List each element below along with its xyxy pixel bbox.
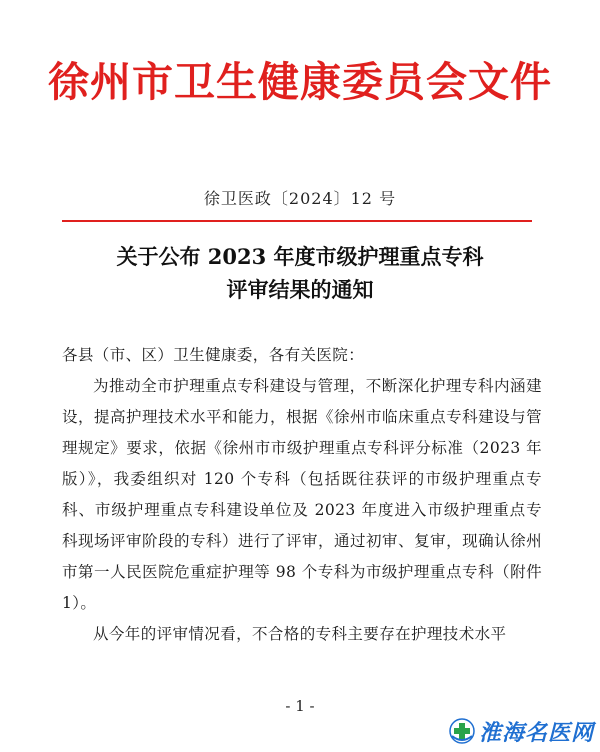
- body-paragraph-1: 为推动全市护理重点专科建设与管理，不断深化护理专科内涵建设，提高护理技术水平和能力，根据《徐州市临床重点专科建设与管理规定》要求，依据《徐州市市级护理重点专科评分标准（2023 年版）》，我委组织对 120 个专科（包括既往获评的市级护理重点专科、市级护理重点专科建设单位及 2023 年度进入市级护理重点专科现场评审阶段的专科）进行了评审，通过初审、复审，现确认徐州市第一人民医院危重症护理等 98 个专科为市级护理重点专科（附件 1）。: [62, 377, 542, 612]
- notice-title-line-2: 评审结果的通知: [226, 277, 374, 302]
- notice-title-line-1: 关于公布 2023 年度市级护理重点专科: [116, 244, 484, 269]
- page-number: - 1 -: [285, 697, 315, 715]
- notice-body: [62, 340, 542, 650]
- watermark-text: 淮海名医网: [478, 720, 594, 746]
- body-paragraph-2: 从今年的评审情况看，不合格的专科主要存在护理技术水平: [93, 625, 507, 643]
- notice-title: [0, 240, 600, 306]
- watermark: [449, 714, 594, 748]
- medical-cross-logo-icon: [449, 718, 475, 744]
- red-divider-line: [62, 220, 532, 222]
- salutation: 各县（市、区）卫生健康委，各有关医院：: [62, 346, 365, 364]
- letterhead-title: 徐州市卫生健康委员会文件: [48, 58, 552, 106]
- document-number: 徐卫医政〔2024〕12 号: [203, 189, 397, 208]
